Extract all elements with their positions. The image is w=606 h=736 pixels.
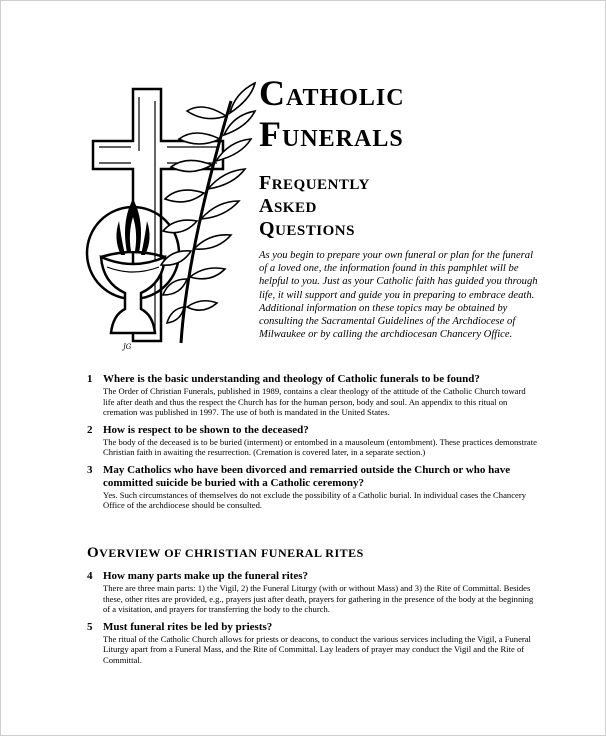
faq-question <box>87 424 537 437</box>
title-line-2: FUNERALS <box>259 114 404 154</box>
faq-question <box>87 570 537 583</box>
section-heading-text: OVERVIEW OF CHRISTIAN FUNERAL RITES <box>87 545 364 561</box>
faq-answer: There are three main parts: 1) the Vigil, 2) the Funeral Liturgy (with or without Mass) and 3) the Rite of Committal. Besides these, other rites are provided, e.g., prayers just after death, prayers for gathering in the presence of the body at the beginning of a visitation, and prayers for transferring the body to the church. <box>103 583 534 614</box>
faq-answer: The ritual of the Catholic Church allows for priests or deacons, to conduct the various services including the Vigil, a Funeral Liturgy apart from a Funeral Mass, and the Rite of Committal. Lay leaders of prayer may conduct the Vigil and the Rite of Committal. <box>103 633 531 665</box>
faq-number: 1 <box>87 373 93 385</box>
faq-number: 4 <box>87 570 93 582</box>
faq-answer: The Order of Christian Funerals, published in 1989, contains a clear theology of the attitude of the Catholic Church toward life after death and thus the respect the Church has for the human person, body and soul. An appendix to this ritual on cremation was published in 1997. The use of both is mandated in the United States. <box>103 386 526 417</box>
cross-palm-chalice-illustration <box>83 71 258 351</box>
palm-branch-icon <box>161 83 255 343</box>
faq-question-text: Must funeral rites be led by priests? <box>103 620 273 633</box>
faq-list-general <box>87 373 537 511</box>
faq-question-text: How is respect to be shown to the deceased? <box>103 423 309 436</box>
faq-number: 3 <box>87 463 93 476</box>
faq-question-text: Where is the basic understanding and theology of Catholic funerals to be found? <box>103 373 480 385</box>
faq-question <box>87 621 537 634</box>
faq-item <box>87 464 537 511</box>
intro-paragraph: As you begin to prepare your own funeral or plan for the funeral of a loved one, the information found in this pamphlet will be helpful to you. Just as your Catholic faith has guided you through life, it will support and guide you in preparing to embrace death. Additional information on these topics may be obtained by consulting the Sacramental Guidelines of the Archdiocese of Milwaukee or by calling the archdiocesan Chancery Office. <box>259 250 538 341</box>
faq-item <box>87 424 537 458</box>
page-subtitle <box>259 173 370 242</box>
faq-list-rites <box>87 570 537 665</box>
faq-number: 2 <box>87 423 93 436</box>
faq-question-text: May Catholics who have been divorced and remarried outside the Church or who have committed suicide be buried with a Catholic ceremony? <box>103 463 511 489</box>
faq-question-text: How many parts make up the funeral rites? <box>103 570 309 582</box>
faq-question <box>87 464 537 490</box>
faq-item <box>87 570 537 615</box>
subtitle-line-3: QUESTIONS <box>259 218 355 240</box>
faq-number: 5 <box>87 620 93 633</box>
title-line-1: CATHOLIC <box>259 73 405 113</box>
artist-mark: JG <box>123 343 132 351</box>
faq-answer: Yes. Such circumstances of themselves do not exclude the possibility of a Catholic burial. In individual cases the Chancery Office of the archdiocese should be consulted. <box>103 489 526 510</box>
page-title <box>259 75 405 157</box>
subtitle-line-1: FREQUENTLY <box>259 172 370 194</box>
faq-item <box>87 621 537 666</box>
faq-question <box>87 373 537 386</box>
section-heading <box>87 545 364 562</box>
faq-answer: The body of the deceased is to be buried (interment) or entombed in a mausoleum (entombment). These practices demonstrate Christian faith in awaiting the resurrection. (Cremation is covered later, in a separate section.) <box>103 436 537 457</box>
subtitle-line-2: ASKED <box>259 195 317 217</box>
faq-item <box>87 373 537 418</box>
